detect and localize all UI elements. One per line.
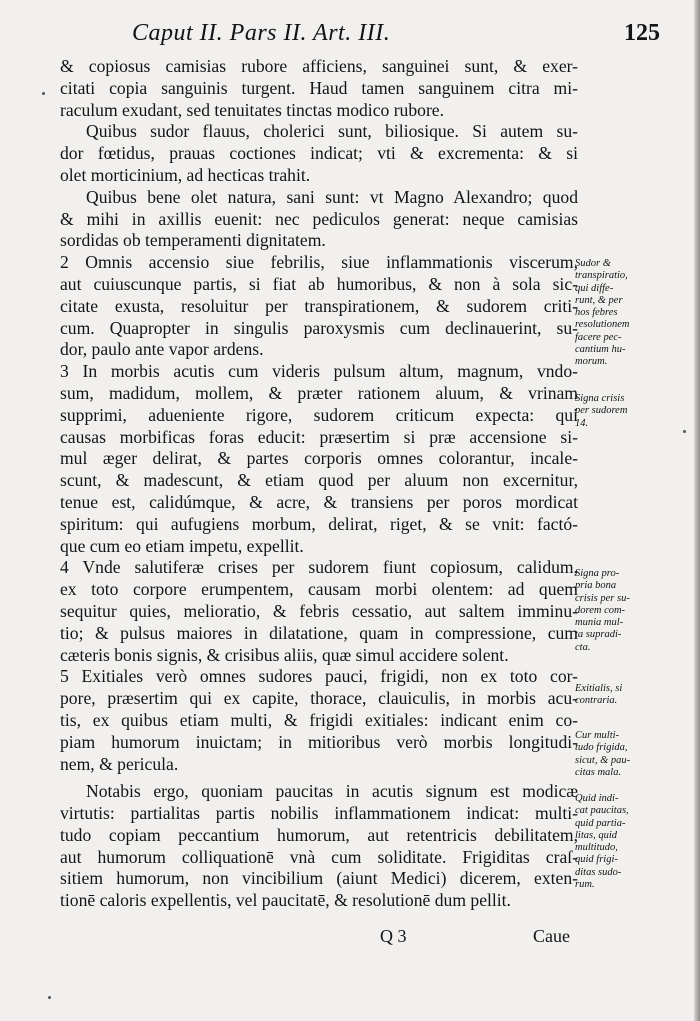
text-line: aut cuiuscunque partis, si fiat ab humoribus, & non à sola sic- — [60, 273, 578, 294]
margin-note-line: citas mala. — [575, 766, 622, 778]
margin-note-line: cat paucitas, — [575, 805, 629, 817]
text-line: spiritum: qui aufugiens morbum, delirat, riget, & se vnit: factó- — [60, 513, 578, 534]
text-line: olet morticinium, ad hecticas trahit. — [60, 164, 311, 185]
margin-note-line: pria bona — [575, 580, 617, 592]
text-line: & mihi in axillis euenit: nec pediculos generat: neque camisias — [60, 208, 578, 229]
text-line: tudo copiam peccantium humorum, aut retentricis debilitatem, — [60, 824, 578, 845]
margin-note-line: Exitialis, si — [575, 683, 623, 694]
text-line: tio; & pulsus maiores in dilatatione, quam in compressione, cum — [60, 622, 578, 643]
text-line: sum, madidum, mollem, & præter rationem aluum, & vrinam — [60, 382, 578, 403]
text-line: causas morbificas foras educit: præsertim si præ accensione si- — [60, 426, 578, 447]
text-line: supprimi, adueniente rigore, sudorem criticum expecta: qui — [60, 404, 578, 425]
text-line: 2 Omnis accensio siue febrilis, siue inflammationis viscerum, — [60, 252, 578, 273]
margin-note-line: morum. — [575, 356, 608, 368]
text-line: dor fœtidus, prauas coctiones indicat; vti & excrementa: & si — [60, 143, 578, 164]
margin-note — [575, 730, 675, 779]
text-line: tionē caloris expellentis, vel paucitatē, & resolutionē dum pellit. — [60, 890, 511, 911]
text-line: 5 Exitiales verò omnes sudores pauci, frigidi, non ex toto cor- — [60, 666, 578, 687]
margin-note — [575, 683, 675, 708]
margin-note-line: Sudor & — [575, 258, 611, 269]
margin-note-line: quid partia- — [575, 817, 626, 829]
margin-note — [575, 793, 675, 891]
text-line: piam humorum inuictam; in mitioribus verò morbis longitudi- — [60, 731, 578, 752]
margin-note-line: transpiratio, — [575, 270, 628, 282]
text-line: dor, paulo ante vapor ardens. — [60, 339, 264, 360]
margin-note-line: sicut, & pau- — [575, 754, 631, 766]
text-line: raculum exudant, sed tenuitates tinctas modico rubore. — [60, 99, 445, 120]
text-line: nem, & pericula. — [60, 753, 179, 774]
ink-speck — [683, 430, 686, 433]
ink-speck — [48, 996, 51, 999]
page-number: 125 — [624, 20, 660, 46]
text-line: tis, ex quibus etiam multi, & frigidi exitiales: indicant enim co- — [60, 709, 578, 730]
text-line: tenue est, calidúmque, & acre, & transiens per poros mordicat — [60, 491, 578, 512]
text-line: Quibus bene olet natura, sani sunt: vt Magno Alexandro; quod — [86, 186, 578, 207]
margin-note-line: 14. — [575, 417, 589, 429]
text-line: citati copia sanguinis turgent. Haud tamen sanguinem citra mi- — [60, 77, 578, 98]
margin-note-line: dorem com- — [575, 604, 626, 616]
margin-note-line: facere pec- — [575, 331, 622, 343]
margin-note-line: ditas sudo- — [575, 866, 622, 878]
margin-note-line: tudo frigida, — [575, 742, 628, 754]
margin-note-line: runt, & per — [575, 294, 623, 306]
margin-note-line: Signa crisis — [575, 393, 625, 404]
text-line: mul æger delirat, & partes corporis omnes colorantur, incale- — [60, 448, 578, 469]
text-line: 3 In morbis acutis cum videris pulsum altum, magnum, vndo- — [60, 361, 578, 382]
margin-note-line: crisis per su- — [575, 592, 630, 604]
text-line: 4 Vnde salutiferæ crises per sudorem fiunt copiosum, calidum, — [60, 557, 578, 578]
ink-speck — [42, 92, 45, 95]
page-header — [132, 20, 660, 54]
text-line: aut humorum colliquationē vnà cum soliditate. Frigiditas craſ- — [60, 846, 578, 867]
margin-note-line: qui diffe- — [575, 282, 614, 294]
text-line: & copiosus camisias rubore afficiens, sanguinei sunt, & exer- — [60, 56, 578, 76]
margin-note-line: Quid indi- — [575, 793, 619, 804]
text-line: citate exusta, resoluitur per transpirationem, & sudorem criti- — [60, 295, 578, 316]
margin-note-line: multitudo, — [575, 842, 618, 854]
margin-note-line: resolutionem — [575, 319, 630, 331]
text-line: Quibus sudor flauus, cholerici sunt, biliosique. Si autem su- — [86, 121, 578, 142]
main-text-block — [60, 56, 578, 912]
text-line: scunt, & madescunt, & etiam quod per aluum non excernitur, — [60, 470, 578, 491]
margin-note — [575, 258, 675, 369]
page-edge-shadow — [694, 0, 700, 1021]
text-line: sitiem humorum, non vincibilium (aiunt Medici) dicerem, exten- — [60, 868, 578, 889]
margin-note-line: Cur multi- — [575, 730, 620, 741]
text-line: sequitur quies, melioratio, & febris cessatio, aut saltem imminu- — [60, 600, 578, 621]
text-line: cæteris bonis signis, & crisibus aliis, quæ simul accidere solent. — [60, 644, 509, 665]
margin-note-line: Signa pro- — [575, 568, 620, 579]
signature-mark: Q 3 — [380, 926, 407, 946]
text-line: pore, præsertim qui ex capite, thorace, clauiculis, in morbis acu- — [60, 688, 578, 709]
margin-note-line: litas, quid — [575, 829, 618, 841]
margin-note-line: munia mul- — [575, 617, 624, 629]
page-footer — [380, 926, 570, 950]
margin-note-line: quid frigi- — [575, 854, 618, 866]
margin-note — [575, 568, 675, 654]
catchword: Caue — [533, 926, 570, 946]
margin-note — [575, 393, 675, 430]
text-line: virtutis: partialitas partis nobilis inflammationem indicat: multi- — [60, 803, 578, 824]
margin-note-line: per sudorem — [575, 405, 628, 417]
text-line: que cum eo etiam impetu, expellit. — [60, 535, 304, 556]
text-line: sordidas ob temperamenti dignitatem. — [60, 230, 326, 251]
margin-note-line: ta supradi- — [575, 629, 622, 641]
text-line: cum. Quapropter in singulis paroxysmis cum declinauerint, su- — [60, 317, 578, 338]
running-title: Caput II. Pars II. Art. III. — [132, 20, 391, 46]
text-line: ex toto corpore erumpentem, causam morbi olentem: ad quem — [60, 579, 578, 600]
margin-note-line: cantium hu- — [575, 344, 626, 356]
margin-note-line: hos febres — [575, 307, 618, 319]
margin-note-line: contraria. — [575, 695, 618, 707]
margin-note-line: rum. — [575, 879, 595, 891]
text-line: Notabis ergo, quoniam paucitas in acutis signum est modicæ — [86, 781, 578, 802]
margin-note-line: cta. — [575, 641, 591, 653]
